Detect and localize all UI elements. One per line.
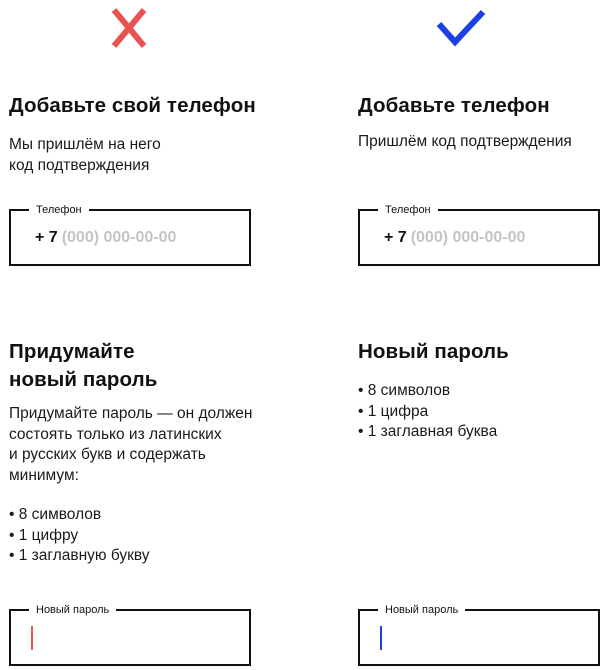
password-description (9, 404, 252, 486)
password-rules-list (9, 505, 150, 567)
phone-description (9, 135, 161, 176)
phone-placeholder: (000) 000-00-00 (61, 229, 177, 246)
check-icon (436, 6, 486, 50)
text-caret (380, 626, 382, 650)
password-rule: • 1 цифру (9, 526, 150, 547)
password-heading-line: новый пароль (9, 368, 158, 391)
password-description-line: состоять только из латинских (9, 425, 222, 443)
phone-field[interactable] (9, 204, 251, 266)
password-rule: • 8 символов (9, 505, 150, 526)
password-rule: • 1 цифра (358, 402, 497, 423)
good-example-column (358, 0, 607, 670)
password-heading: Новый пароль (358, 340, 509, 363)
password-heading (9, 338, 157, 394)
new-password-field-label: Новый пароль (378, 603, 465, 617)
password-rule: • 1 заглавную букву (9, 546, 150, 567)
phone-heading: Добавьте свой телефон (9, 94, 256, 117)
cross-icon (104, 6, 154, 50)
bad-example-column (9, 0, 259, 670)
new-password-field[interactable] (9, 604, 251, 666)
phone-description-line: Мы пришлём на него (9, 136, 161, 153)
password-description-line: и русских букв и содержать (9, 446, 206, 463)
phone-description-line: код подтверждения (9, 156, 150, 174)
new-password-field[interactable] (358, 604, 600, 666)
new-password-field-label: Новый пароль (29, 603, 116, 617)
password-rule: • 1 заглавная буква (358, 422, 497, 443)
phone-input[interactable] (384, 228, 525, 248)
phone-prefix: + 7 (384, 229, 407, 246)
phone-heading: Добавьте телефон (358, 94, 550, 117)
password-rules-list (358, 381, 497, 443)
password-description-line: минимум: (9, 466, 79, 484)
password-rule: • 8 символов (358, 381, 497, 402)
phone-field-label: Телефон (29, 203, 89, 217)
phone-placeholder: (000) 000-00-00 (410, 229, 526, 246)
password-heading-line: Придумайте (9, 340, 135, 363)
phone-description: Пришлём код подтверждения (358, 133, 572, 150)
phone-field[interactable] (358, 204, 600, 266)
phone-input[interactable] (35, 228, 176, 248)
password-description-line: Придумайте пароль — он должен (9, 405, 253, 422)
phone-prefix: + 7 (35, 229, 58, 246)
text-caret (31, 626, 33, 650)
phone-field-label: Телефон (378, 203, 438, 217)
